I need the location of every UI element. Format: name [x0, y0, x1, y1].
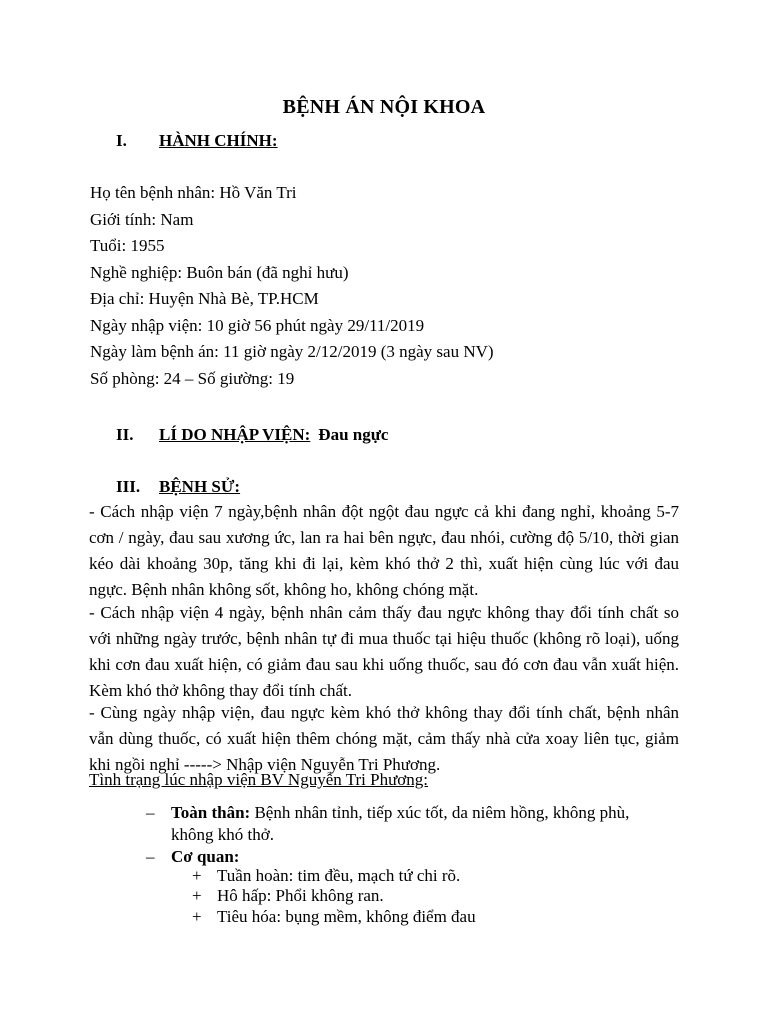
- document-title: BỆNH ÁN NỘI KHOA: [282, 96, 486, 118]
- admission-status-heading: Tình trạng lúc nhập viện BV Nguyễn Tri Phương:: [89, 770, 428, 789]
- section-number: I.: [116, 131, 127, 150]
- info-gender: Giới tính: Nam: [90, 209, 194, 229]
- organ-item-circulation: [192, 865, 460, 887]
- organ-item-respiratory: [192, 885, 384, 907]
- section-label: LÍ DO NHẬP VIỆN:: [159, 425, 311, 444]
- info-address: Địa chỉ: Huyện Nhà Bè, TP.HCM: [90, 289, 319, 308]
- organ-item-text: Tiêu hóa: bụng mềm, không điểm đau: [217, 907, 476, 926]
- history-paragraph-2: - Cách nhập viện 4 ngày, bệnh nhân cảm thấy đau ngực không thay đổi tính chất so với những ngày trước, bệnh nhân tự đi mua thuốc tại hiệu thuốc (không rõ loại), uống khi cơn đau xuất hiện, có giảm đau sau khi uống thuốc, sau đó cơn đau vẫn xuất hiện. Kèm khó thở không thay đổi tính chất.: [89, 603, 679, 700]
- info-age: Tuổi: 1955: [90, 236, 165, 255]
- info-name: Họ tên bệnh nhân: Hồ Văn Tri: [90, 183, 297, 202]
- plus-bullet: +: [192, 886, 202, 905]
- section-label: HÀNH CHÍNH:: [159, 131, 278, 150]
- history-paragraph-1: - Cách nhập viện 7 ngày,bệnh nhân đột ngột đau ngực cả khi đang nghỉ, khoảng 5-7 cơn / ngày, đau sau xương ức, lan ra hai bên ngực, đau nhói, cường độ 5/10, thời gian kéo dài khoảng 30p, tăng khi đi lại, kèm khó thở 2 thì, xuất hiện cùng lúc với đau ngực. Bệnh nhân không sốt, không ho, không chóng mặt.: [89, 502, 679, 599]
- plus-bullet: +: [192, 866, 202, 885]
- plus-bullet: +: [192, 907, 202, 926]
- general-condition-text: [171, 802, 661, 846]
- organ-item-digestive: [192, 906, 476, 928]
- info-room-bed: Số phòng: 24 – Số giường: 19: [90, 368, 295, 388]
- general-condition-value: Bệnh nhân tỉnh, tiếp xúc tốt, da niêm hồng, không phù, không khó thở.: [171, 803, 630, 844]
- organ-item-text: Hô hấp: Phổi không ran.: [217, 886, 384, 905]
- info-occupation: Nghề nghiệp: Buôn bán (đã nghỉ hưu): [90, 262, 349, 282]
- section-history-heading: [116, 477, 240, 497]
- patient-info: [90, 180, 494, 392]
- general-condition-item: [146, 802, 661, 846]
- organ-item-text: Tuần hoàn: tim đều, mạch tứ chi rõ.: [217, 866, 461, 885]
- info-admission-date: Ngày nhập viện: 10 giờ 56 phút ngày 29/11/2019: [90, 315, 425, 335]
- info-record-date: Ngày làm bệnh án: 11 giờ ngày 2/12/2019 (3 ngày sau NV): [90, 342, 494, 361]
- section-reason-heading: [116, 425, 388, 445]
- section-number: III.: [116, 477, 141, 496]
- section-administrative-heading: [116, 131, 278, 151]
- admission-reason: Đau ngực: [318, 425, 389, 444]
- organs-label: Cơ quan:: [171, 847, 240, 866]
- dash-bullet: –: [146, 803, 155, 822]
- general-condition-label: Toàn thân:: [171, 803, 251, 822]
- dash-bullet: –: [146, 847, 155, 866]
- section-label: BỆNH SỬ:: [159, 477, 241, 496]
- section-number: II.: [116, 425, 134, 444]
- history-paragraph-3: - Cùng ngày nhập viện, đau ngực kèm khó thở không thay đổi tính chất, bệnh nhân vẫn dùng thuốc, có xuất hiện thêm chóng mặt, cảm thấy nhà cửa xoay liên tục, giảm khi ngồi nghỉ -----> Nhập viện Nguyễn Tri Phương.: [89, 703, 679, 774]
